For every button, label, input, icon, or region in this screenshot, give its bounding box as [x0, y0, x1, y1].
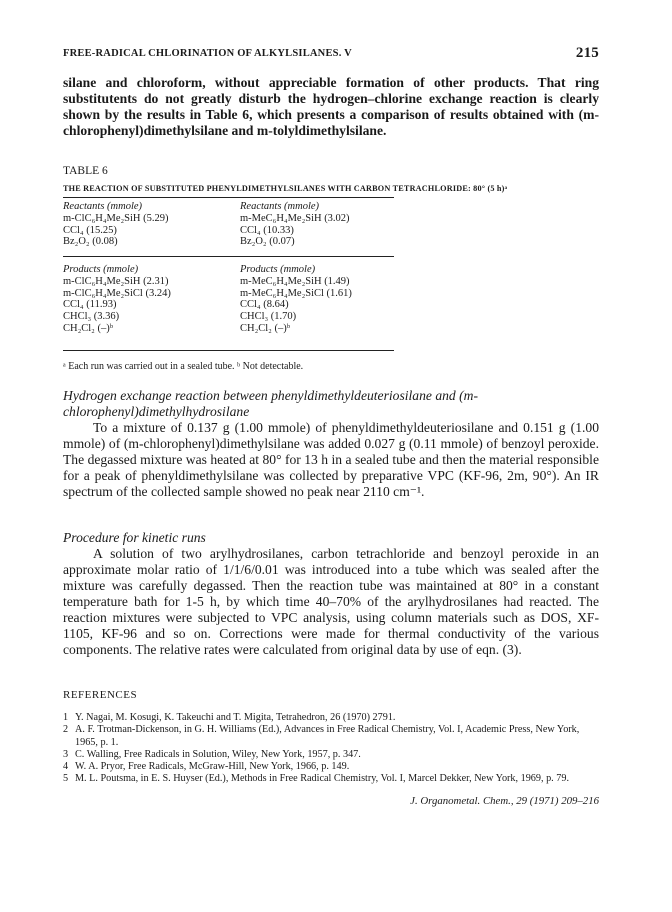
left-products-column	[63, 264, 171, 335]
table-cell: CCl₄ (8.64)	[240, 299, 289, 311]
table-cell: m-MeC₆H₄Me₂SiCl (1.61)	[240, 287, 352, 299]
table-cell: m-MeC₆H₄Me₂SiH (1.49)	[240, 275, 350, 287]
table-title: THE REACTION OF SUBSTITUTED PHENYLDIMETHYLSILANES WITH CARBON TETRACHLORIDE: 80° (5 h)ᵃ	[63, 184, 508, 193]
table-cell: m-ClC₆H₄Me₂SiH (2.31)	[63, 275, 169, 287]
table-cell: CH₂Cl₂ (–)ᵇ	[63, 322, 113, 334]
right-products-header: Products (mmole)	[240, 264, 316, 275]
right-reactants-column	[240, 201, 350, 248]
section-body-hydrogen-exchange: To a mixture of 0.137 g (1.00 mmole) of phenyldimethyldeuteriosilane and 0.151 g (1.00 mmole) of (m-chlorophenyl)dimethylsilane was added 0.027 g (0.11 mmole) of benzoyl peroxide. The degassed mixture was heated at 80° for 13 h in a sealed tube and then the material responsible for a peak of phenyldimethylsilane was collected by preparative VPC (KF-96, 2m, 90°). An IR spectrum of the collected sample showed no peak near 2110 cm⁻¹.	[63, 420, 599, 499]
table-cell: CCl₄ (11.93)	[63, 299, 117, 311]
section-heading-hydrogen-exchange: Hydrogen exchange reaction between phenyldimethyldeuteriosilane and (m-chlorophenyl)dimethylhydrosilane	[63, 388, 478, 419]
table-cell: CCl₄ (10.33)	[240, 224, 294, 236]
table-cell: Bz₂O₂ (0.08)	[63, 236, 118, 248]
table-cell: m-ClC₆H₄Me₂SiH (5.29)	[63, 212, 169, 224]
section-heading-kinetic-runs: Procedure for kinetic runs	[63, 530, 206, 545]
references-heading: REFERENCES	[63, 689, 138, 701]
left-reactants-column	[63, 201, 168, 248]
reference-item: 3 C. Walling, Free Radicals in Solution, Wiley, New York, 1957, p. 347.	[63, 748, 361, 760]
references-list	[63, 712, 603, 786]
table-cell: Bz₂O₂ (0.07)	[240, 236, 295, 248]
table-top-rule	[63, 197, 394, 198]
table-cell: m-ClC₆H₄Me₂SiCl (3.24)	[63, 287, 171, 299]
table-cell: CHCl₃ (3.36)	[63, 311, 120, 323]
table-cell: CCl₄ (15.25)	[63, 224, 117, 236]
journal-citation: J. Organometal. Chem., 29 (1971) 209–216	[410, 795, 599, 807]
left-reactants-header: Reactants (mmole)	[63, 201, 143, 212]
table-footnote: ᵃ Each run was carried out in a sealed tube. ᵇ Not detectable.	[63, 361, 304, 372]
reference-item: 5 M. L. Poutsma, in E. S. Huyser (Ed.), Methods in Free Radical Chemistry, Vol. I, Marcel Dekker, New York, 1969, p. 79.	[63, 773, 570, 785]
table-cell: CHCl₃ (1.70)	[240, 311, 297, 323]
reference-item: 2 A. F. Trotman-Dickenson, in G. H. Williams (Ed.), Advances in Free Radical Chemistry, Vol. I, Academic Press, New York, 1965, p. 1.	[63, 724, 580, 748]
left-products-header: Products (mmole)	[63, 264, 139, 275]
right-reactants-header: Reactants (mmole)	[240, 201, 320, 212]
reference-item: 4 W. A. Pryor, Free Radicals, McGraw-Hill, New York, 1966, p. 149.	[63, 761, 350, 773]
table-mid-rule	[63, 256, 394, 257]
table-label: TABLE 6	[63, 165, 108, 177]
intro-paragraph: silane and chloroform, without appreciable formation of other products. That ring substitutents do not greatly disturb the hydrogen–chlorine exchange reaction is clearly shown by the results in Table 6, which presents a comparison of results obtained with (m-chlorophenyl)dimethylsilane and m-tolyldimethylsilane.	[63, 75, 599, 138]
table-bottom-rule	[63, 350, 394, 351]
page-number: 215	[575, 45, 599, 61]
running-head	[63, 45, 599, 61]
table-cell: CH₂Cl₂ (–)ᵇ	[240, 322, 290, 334]
running-title: FREE-RADICAL CHLORINATION OF ALKYLSILANES. V	[63, 48, 352, 59]
right-products-column	[240, 264, 352, 335]
table-cell: m-MeC₆H₄Me₂SiH (3.02)	[240, 212, 350, 224]
reference-item: 1 Y. Nagai, M. Kosugi, K. Takeuchi and T. Migita, Tetrahedron, 26 (1970) 2791.	[63, 712, 396, 723]
section-body-kinetic-runs: A solution of two arylhydrosilanes, carbon tetrachloride and benzoyl peroxide in an approximate molar ratio of 1/1/6/0.01 was introduced into a tube which was sealed after the mixture was carefully degassed. Then the reaction tube was maintained at 80° in a constant temperature bath for 1-5 h, by which time 40–70% of the arylhydrosilanes had reacted. The reaction mixtures were subjected to VPC analysis, using column materials such as DOS, XF-1105, KF-96 and so on. Corrections were made for thermal conductivity of the various components. The relative rates were calculated from original data by use of eqn. (3).	[63, 546, 599, 657]
